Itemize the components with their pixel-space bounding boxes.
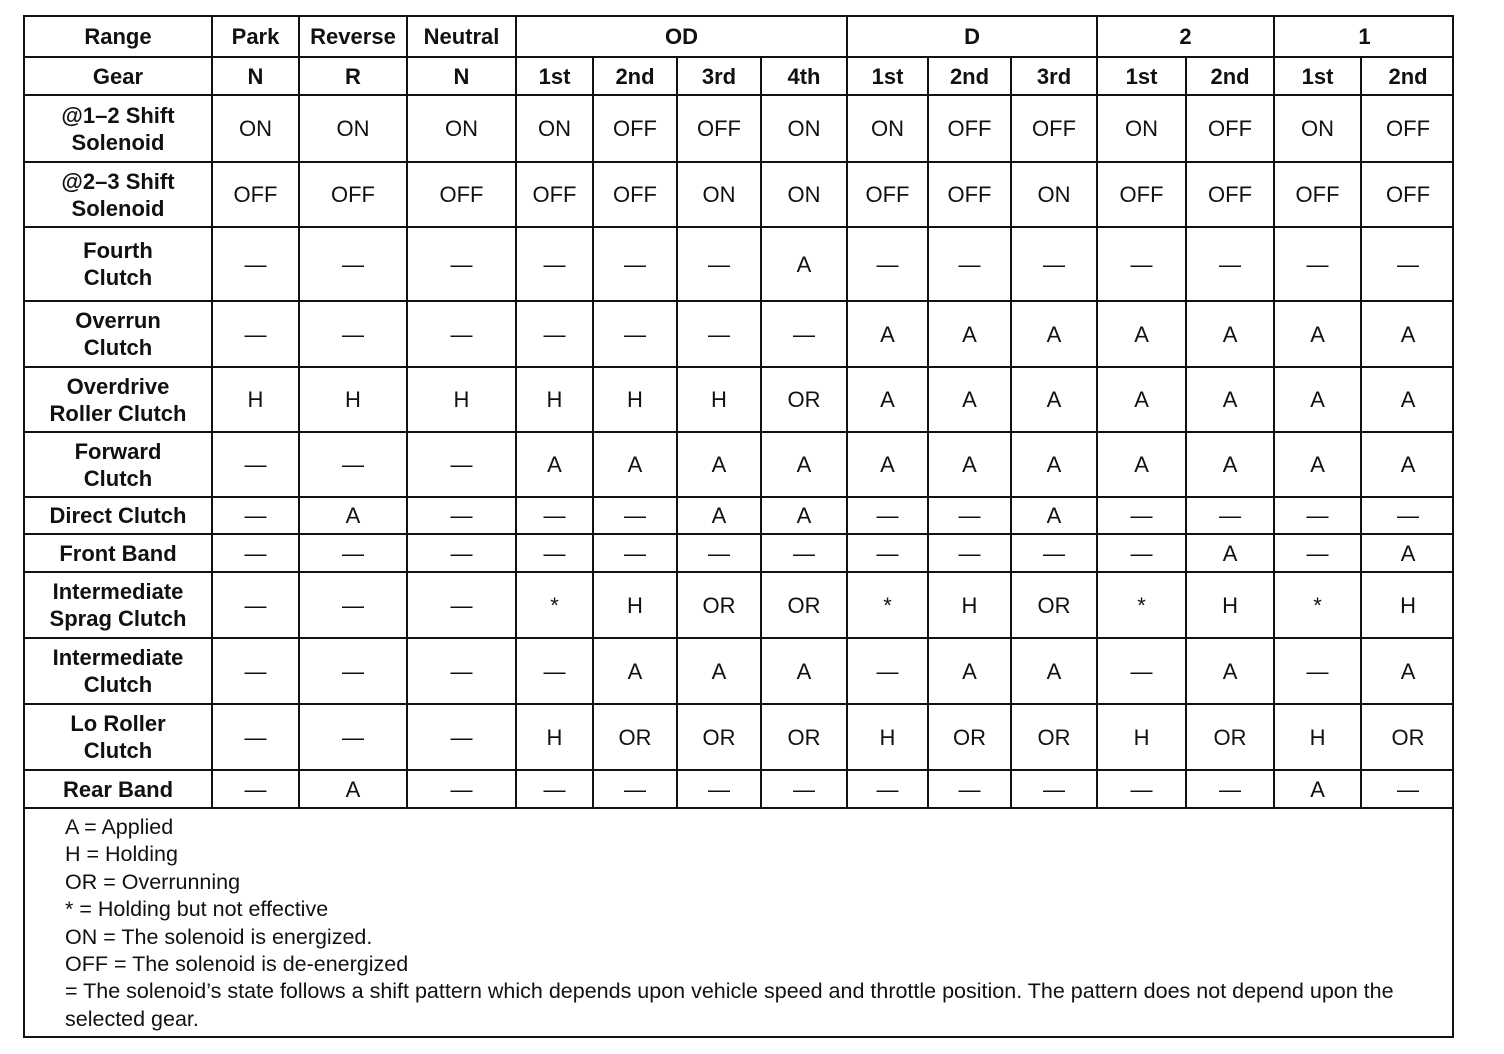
- state-cell: OR: [1011, 704, 1097, 770]
- state-cell: —: [1186, 770, 1274, 808]
- state-cell: —: [928, 227, 1011, 301]
- state-cell: A: [299, 497, 407, 534]
- component-row: [25, 367, 1454, 432]
- component-row: [25, 227, 1454, 301]
- gear-header-cell: 2nd: [593, 57, 677, 95]
- gear-header-cell: 4th: [761, 57, 847, 95]
- state-cell: —: [212, 301, 299, 367]
- state-cell: —: [299, 534, 407, 572]
- state-cell: —: [516, 770, 593, 808]
- state-cell: A: [1361, 638, 1454, 704]
- state-cell: OFF: [1097, 162, 1186, 227]
- component-label: Forward Clutch: [25, 432, 212, 497]
- component-label: Lo Roller Clutch: [25, 704, 212, 770]
- state-cell: A: [1011, 301, 1097, 367]
- state-cell: ON: [299, 95, 407, 162]
- state-cell: A: [1186, 432, 1274, 497]
- state-cell: A: [1361, 534, 1454, 572]
- state-cell: OR: [761, 572, 847, 638]
- state-cell: —: [593, 301, 677, 367]
- state-cell: A: [1274, 432, 1361, 497]
- state-cell: H: [407, 367, 516, 432]
- state-cell: A: [847, 432, 928, 497]
- state-cell: —: [847, 227, 928, 301]
- state-cell: OFF: [677, 95, 761, 162]
- component-row: [25, 95, 1454, 162]
- state-cell: —: [1011, 770, 1097, 808]
- state-cell: —: [1361, 227, 1454, 301]
- state-cell: A: [1274, 770, 1361, 808]
- state-cell: A: [928, 432, 1011, 497]
- state-cell: —: [516, 497, 593, 534]
- state-cell: OFF: [1186, 162, 1274, 227]
- state-cell: —: [928, 770, 1011, 808]
- state-cell: —: [212, 432, 299, 497]
- state-cell: —: [761, 770, 847, 808]
- state-cell: OFF: [1186, 95, 1274, 162]
- range-header-park: Park: [212, 17, 299, 57]
- state-cell: OFF: [516, 162, 593, 227]
- state-cell: —: [1274, 638, 1361, 704]
- state-cell: A: [928, 367, 1011, 432]
- state-cell: —: [516, 534, 593, 572]
- state-cell: —: [1274, 497, 1361, 534]
- state-cell: —: [761, 301, 847, 367]
- state-cell: H: [1274, 704, 1361, 770]
- state-cell: A: [593, 638, 677, 704]
- state-cell: —: [299, 572, 407, 638]
- state-cell: —: [928, 534, 1011, 572]
- legend-item: A = Applied: [65, 815, 174, 839]
- state-cell: A: [1186, 638, 1274, 704]
- legend-item: ON = The solenoid is energized.: [65, 924, 373, 949]
- gear-header-cell: R: [299, 57, 407, 95]
- component-row: [25, 162, 1454, 227]
- state-cell: H: [928, 572, 1011, 638]
- state-cell: —: [212, 497, 299, 534]
- state-cell: A: [1186, 301, 1274, 367]
- state-cell: A: [299, 770, 407, 808]
- state-cell: —: [407, 638, 516, 704]
- state-cell: H: [677, 367, 761, 432]
- state-cell: *: [1274, 572, 1361, 638]
- state-cell: —: [516, 227, 593, 301]
- state-cell: OR: [677, 704, 761, 770]
- state-cell: OFF: [212, 162, 299, 227]
- range-header-1: 1: [1274, 17, 1454, 57]
- gear-header-cell: 2nd: [1361, 57, 1454, 95]
- state-cell: ON: [761, 162, 847, 227]
- state-cell: A: [593, 432, 677, 497]
- state-cell: ON: [1274, 95, 1361, 162]
- state-cell: —: [407, 704, 516, 770]
- state-cell: ON: [847, 95, 928, 162]
- state-cell: H: [1097, 704, 1186, 770]
- application-table: [25, 17, 1454, 809]
- state-cell: OFF: [407, 162, 516, 227]
- state-cell: —: [847, 638, 928, 704]
- state-cell: H: [516, 367, 593, 432]
- state-cell: H: [1186, 572, 1274, 638]
- state-cell: —: [1361, 497, 1454, 534]
- state-cell: H: [516, 704, 593, 770]
- state-cell: A: [847, 367, 928, 432]
- gear-header-cell: N: [212, 57, 299, 95]
- range-header-neutral: Neutral: [407, 17, 516, 57]
- gear-header-cell: 1st: [847, 57, 928, 95]
- state-cell: —: [212, 704, 299, 770]
- state-cell: —: [847, 534, 928, 572]
- state-cell: A: [1011, 638, 1097, 704]
- state-cell: A: [761, 432, 847, 497]
- state-cell: H: [593, 572, 677, 638]
- legend: [25, 809, 1452, 1033]
- legend-item: * = Holding but not effective: [65, 897, 329, 922]
- state-cell: OR: [1186, 704, 1274, 770]
- state-cell: —: [1186, 227, 1274, 301]
- state-cell: ON: [761, 95, 847, 162]
- component-label: Rear Band: [25, 770, 212, 808]
- state-cell: —: [593, 534, 677, 572]
- state-cell: —: [212, 770, 299, 808]
- state-cell: —: [677, 301, 761, 367]
- state-cell: A: [761, 227, 847, 301]
- state-cell: —: [212, 572, 299, 638]
- state-cell: A: [1011, 432, 1097, 497]
- state-cell: —: [677, 770, 761, 808]
- state-cell: —: [847, 497, 928, 534]
- state-cell: A: [1011, 367, 1097, 432]
- state-cell: A: [677, 638, 761, 704]
- range-header-row: [25, 17, 1454, 57]
- legend-item: = The solenoid’s state follows a shift pattern which depends upon vehicle speed and throttle position. The pattern does not depend upon the selected gear.: [65, 979, 1394, 1031]
- state-cell: —: [1097, 227, 1186, 301]
- state-cell: OFF: [928, 95, 1011, 162]
- component-label: Front Band: [25, 534, 212, 572]
- state-cell: —: [1097, 534, 1186, 572]
- state-cell: A: [677, 497, 761, 534]
- state-cell: A: [1186, 534, 1274, 572]
- state-cell: ON: [212, 95, 299, 162]
- state-cell: H: [593, 367, 677, 432]
- state-cell: OR: [928, 704, 1011, 770]
- gear-header-cell: 3rd: [677, 57, 761, 95]
- state-cell: OR: [1361, 704, 1454, 770]
- state-cell: OFF: [1011, 95, 1097, 162]
- state-cell: OR: [593, 704, 677, 770]
- state-cell: H: [299, 367, 407, 432]
- state-cell: OFF: [847, 162, 928, 227]
- component-row: [25, 638, 1454, 704]
- legend-item: OR = Overrunning: [65, 869, 241, 894]
- state-cell: ON: [1097, 95, 1186, 162]
- state-cell: OR: [761, 704, 847, 770]
- gear-header-cell: 1st: [1097, 57, 1186, 95]
- component-label: Overdrive Roller Clutch: [25, 367, 212, 432]
- state-cell: —: [516, 301, 593, 367]
- state-cell: —: [1097, 638, 1186, 704]
- state-cell: —: [847, 770, 928, 808]
- state-cell: —: [677, 534, 761, 572]
- state-cell: —: [593, 497, 677, 534]
- state-cell: *: [516, 572, 593, 638]
- gear-header-cell: 2nd: [1186, 57, 1274, 95]
- gear-header-cell: 3rd: [1011, 57, 1097, 95]
- state-cell: OFF: [928, 162, 1011, 227]
- state-cell: —: [516, 638, 593, 704]
- state-cell: —: [407, 534, 516, 572]
- state-cell: OFF: [593, 95, 677, 162]
- state-cell: —: [407, 572, 516, 638]
- state-cell: A: [1274, 301, 1361, 367]
- state-cell: —: [299, 704, 407, 770]
- state-cell: —: [928, 497, 1011, 534]
- state-cell: H: [1361, 572, 1454, 638]
- state-cell: A: [928, 301, 1011, 367]
- state-cell: OR: [677, 572, 761, 638]
- state-cell: —: [1097, 770, 1186, 808]
- state-cell: A: [1097, 432, 1186, 497]
- state-cell: A: [1361, 432, 1454, 497]
- gear-header-cell: 2nd: [928, 57, 1011, 95]
- component-label: Fourth Clutch: [25, 227, 212, 301]
- state-cell: OFF: [1361, 162, 1454, 227]
- legend-item: OFF = The solenoid is de-energized: [65, 952, 409, 977]
- state-cell: A: [1097, 367, 1186, 432]
- component-label: @1–2 Shift Solenoid: [25, 95, 212, 162]
- state-cell: H: [212, 367, 299, 432]
- state-cell: —: [1274, 227, 1361, 301]
- component-label: Intermediate Clutch: [25, 638, 212, 704]
- state-cell: —: [407, 770, 516, 808]
- component-row: [25, 497, 1454, 534]
- component-label: Direct Clutch: [25, 497, 212, 534]
- state-cell: —: [407, 497, 516, 534]
- component-label: Overrun Clutch: [25, 301, 212, 367]
- state-cell: —: [1186, 497, 1274, 534]
- component-row: [25, 432, 1454, 497]
- state-cell: A: [677, 432, 761, 497]
- state-cell: A: [1361, 301, 1454, 367]
- state-cell: —: [677, 227, 761, 301]
- state-cell: —: [1011, 534, 1097, 572]
- state-cell: OFF: [1361, 95, 1454, 162]
- component-label: @2–3 Shift Solenoid: [25, 162, 212, 227]
- range-header-d: D: [847, 17, 1097, 57]
- state-cell: A: [761, 638, 847, 704]
- state-cell: —: [407, 432, 516, 497]
- state-cell: —: [1097, 497, 1186, 534]
- state-cell: *: [847, 572, 928, 638]
- state-cell: H: [847, 704, 928, 770]
- state-cell: OFF: [299, 162, 407, 227]
- state-cell: A: [1186, 367, 1274, 432]
- state-cell: OFF: [1274, 162, 1361, 227]
- component-row: [25, 704, 1454, 770]
- gear-header-cell: 1st: [1274, 57, 1361, 95]
- state-cell: —: [593, 770, 677, 808]
- state-cell: A: [928, 638, 1011, 704]
- state-cell: OR: [761, 367, 847, 432]
- state-cell: ON: [516, 95, 593, 162]
- state-cell: A: [761, 497, 847, 534]
- component-row: [25, 301, 1454, 367]
- state-cell: —: [212, 638, 299, 704]
- state-cell: —: [299, 638, 407, 704]
- legend-item: H = Holding: [65, 842, 178, 867]
- state-cell: —: [1011, 227, 1097, 301]
- state-cell: —: [407, 301, 516, 367]
- state-cell: ON: [1011, 162, 1097, 227]
- gear-header-row: [25, 57, 1454, 95]
- state-cell: A: [516, 432, 593, 497]
- gear-header-label: Gear: [25, 57, 212, 95]
- range-header-reverse: Reverse: [299, 17, 407, 57]
- state-cell: A: [1361, 367, 1454, 432]
- state-cell: —: [299, 432, 407, 497]
- state-cell: OFF: [593, 162, 677, 227]
- range-header-2: 2: [1097, 17, 1274, 57]
- state-cell: A: [1097, 301, 1186, 367]
- state-cell: —: [1274, 534, 1361, 572]
- gear-header-cell: N: [407, 57, 516, 95]
- range-header-od: OD: [516, 17, 847, 57]
- clutch-application-chart: [23, 15, 1454, 1038]
- component-row: [25, 770, 1454, 808]
- state-cell: *: [1097, 572, 1186, 638]
- state-cell: A: [1274, 367, 1361, 432]
- state-cell: —: [1361, 770, 1454, 808]
- state-cell: —: [299, 301, 407, 367]
- component-label: Intermediate Sprag Clutch: [25, 572, 212, 638]
- state-cell: OR: [1011, 572, 1097, 638]
- component-row: [25, 572, 1454, 638]
- state-cell: A: [847, 301, 928, 367]
- state-cell: —: [761, 534, 847, 572]
- gear-header-cell: 1st: [516, 57, 593, 95]
- state-cell: —: [593, 227, 677, 301]
- state-cell: ON: [407, 95, 516, 162]
- state-cell: —: [299, 227, 407, 301]
- state-cell: —: [212, 534, 299, 572]
- state-cell: ON: [677, 162, 761, 227]
- state-cell: —: [212, 227, 299, 301]
- component-row: [25, 534, 1454, 572]
- range-header-label: Range: [25, 17, 212, 57]
- state-cell: —: [407, 227, 516, 301]
- state-cell: A: [1011, 497, 1097, 534]
